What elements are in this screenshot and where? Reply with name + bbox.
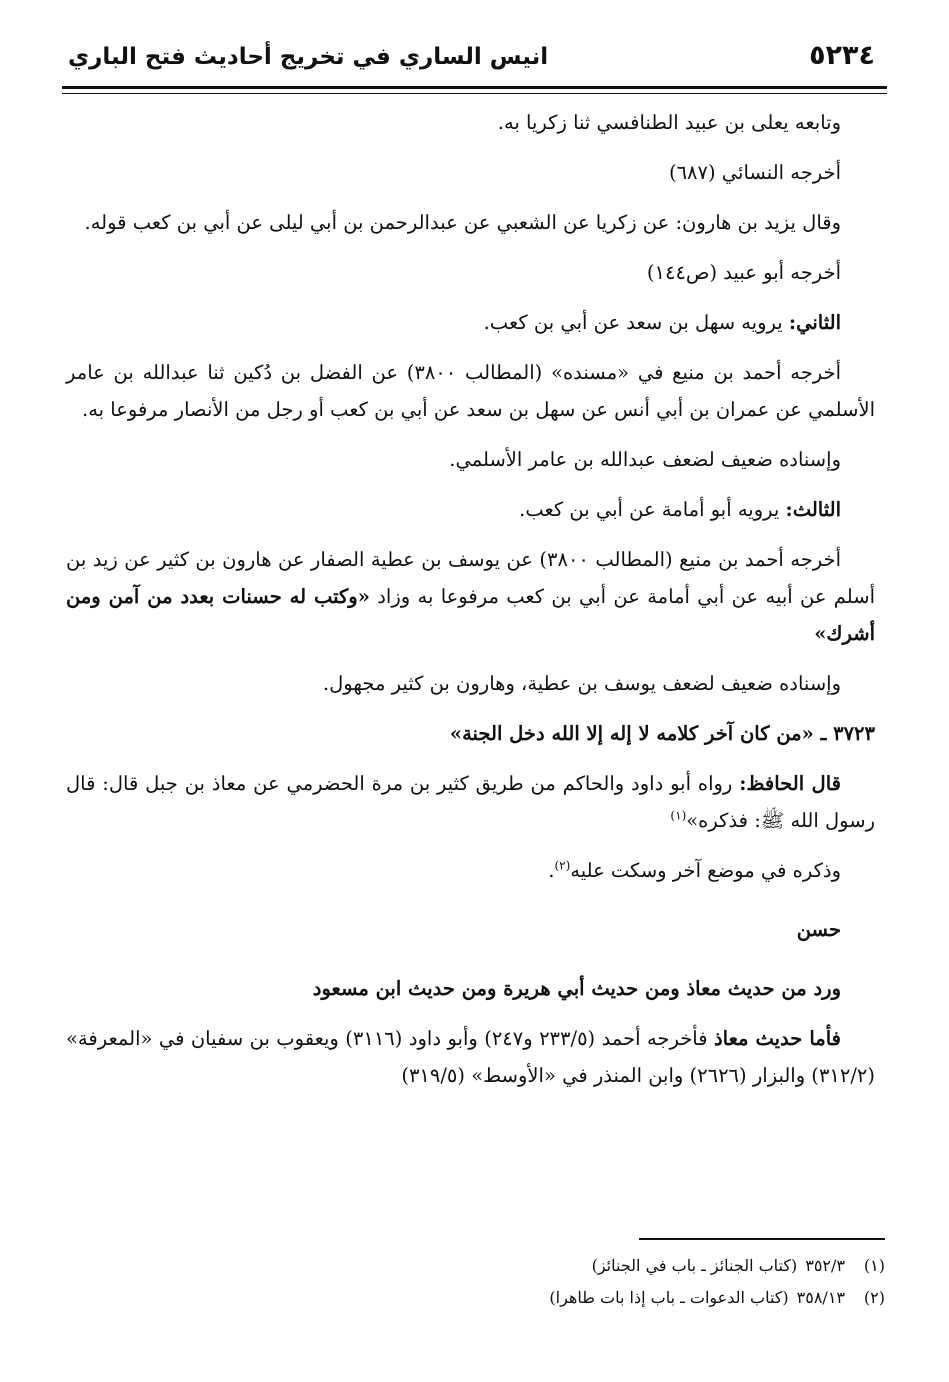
- paragraph: أخرجه النسائي (٦٨٧): [668, 161, 841, 184]
- paragraph: أخرجه أبو عبيد (ص١٤٤): [646, 261, 841, 284]
- footnote-ref: ٣٥٨/١٣: [796, 1288, 845, 1307]
- section-label: الثاني:: [788, 311, 841, 334]
- subheading: ورد من حديث معاذ ومن حديث أبي هريرة ومن حديث ابن مسعود: [312, 977, 841, 1000]
- grading: حسن: [796, 918, 841, 941]
- footnote-rule: [639, 1238, 885, 1240]
- section-label: قال الحافظ:: [739, 772, 841, 795]
- page-number: ٥٢٣٤: [809, 40, 875, 71]
- quoted-addition: «وكتب له حسنات بعدد من آمن ومن أشرك»: [66, 585, 875, 645]
- book-title: انيس الساري في تخريج أحاديث فتح الباري: [68, 44, 549, 70]
- paragraph-text: فأخرجه أحمد (٢٣٣/٥ و٢٤٧) وأبو داود (٣١١٦) ويعقوب بن سفيان في «المعرفة» (٣١٢/٢) والبزار (٢٦٢٦) وابن المنذر في «الأوسط» (٣١٩/٥): [66, 1027, 875, 1087]
- footnote-number: (٢): [863, 1288, 885, 1307]
- footnote-number: (١): [863, 1256, 885, 1275]
- paragraph: [66, 541, 875, 652]
- header-rule-thin: [62, 93, 887, 94]
- footnote: [66, 1250, 885, 1282]
- hadith-heading: ٣٧٢٣ ـ «من كان آخر كلامه لا إله إلا الله دخل الجنة»: [449, 722, 875, 745]
- paragraph-text: وذكره في موضع آخر وسكت عليه: [570, 859, 841, 882]
- footnote-text: (كتاب الجنائز ـ باب في الجنائز): [591, 1256, 798, 1275]
- running-header: [62, 40, 887, 86]
- paragraph: [66, 304, 875, 341]
- paragraph: [66, 765, 875, 839]
- paragraph: [66, 1020, 875, 1094]
- paragraph-text: أخرجه أحمد بن منيع (المطالب ٣٨٠٠) عن يوسف بن عطية الصفار عن هارون بن كثير عن زيد بن أسلم عن أبيه عن أبي أمامة عن أبي بن كعب مرفوعا به وزاد: [66, 548, 875, 608]
- paragraph: [66, 852, 875, 889]
- paragraph: وإسناده ضعيف لضعف عبدالله بن عامر الأسلمي.: [449, 448, 841, 471]
- footnote: [66, 1282, 885, 1314]
- paragraph-text: يرويه أبو أمامة عن أبي بن كعب.: [519, 498, 786, 521]
- paragraph-end: .: [548, 859, 555, 882]
- paragraph: وإسناده ضعيف لضعف يوسف بن عطية، وهارون بن كثير مجهول.: [322, 672, 841, 695]
- footnotes: [66, 1250, 885, 1314]
- paragraph: وقال يزيد بن هارون: عن زكريا عن الشعبي عن عبدالرحمن بن أبي ليلى عن أبي بن كعب قوله.: [84, 211, 841, 234]
- paragraph: وتابعه يعلى بن عبيد الطنافسي ثنا زكريا به.: [497, 111, 841, 134]
- section-label: الثالث:: [785, 498, 841, 521]
- paragraph: أخرجه أحمد بن منيع في «مسنده» (المطالب ٣٨٠٠) عن الفضل بن دُكين ثنا عبدالله بن عامر الأسلمي عن عمران بن أبي أنس عن سهل بن سعد عن أبي بن كعب أو رجل من الأنصار مرفوعا به.: [66, 361, 875, 421]
- paragraph: [66, 491, 875, 528]
- footnote-marker: (٢): [554, 858, 571, 873]
- footnote-ref: ٣٥٢/٣: [805, 1256, 845, 1275]
- footnote-text: (كتاب الدعوات ـ باب إذا بات طاهرا): [549, 1288, 789, 1307]
- paragraph-text: رواه أبو داود والحاكم من طريق كثير بن مرة الحضرمي عن معاذ بن جبل قال: قال رسول الله ﷺ: فذكره»: [66, 772, 875, 832]
- header-rule-thick: [62, 86, 887, 89]
- main-text: [66, 104, 875, 1094]
- section-label: فأما حديث معاذ: [713, 1027, 841, 1050]
- paragraph-text: يرويه سهل بن سعد عن أبي بن كعب.: [483, 311, 789, 334]
- footnote-marker: (١): [670, 808, 687, 823]
